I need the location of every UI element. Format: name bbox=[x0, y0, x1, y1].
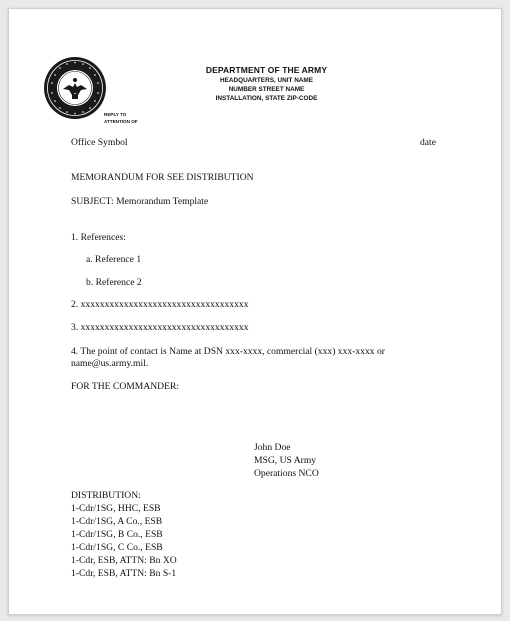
distribution-item: 1-Cdr/1SG, B Co., ESB bbox=[71, 529, 163, 540]
paragraph-4-line-2: name@us.army.mil. bbox=[71, 358, 149, 369]
subject-line: SUBJECT: Memorandum Template bbox=[71, 196, 209, 207]
letterhead-line-3: INSTALLATION, STATE ZIP-CODE bbox=[215, 95, 318, 102]
reference-item: b. Reference 2 bbox=[86, 277, 142, 288]
document-page bbox=[8, 8, 502, 615]
signature-rank: MSG, US Army bbox=[254, 455, 317, 466]
memo-date: date bbox=[420, 137, 436, 148]
signature-name: John Doe bbox=[254, 442, 291, 453]
paragraph-3: 3. xxxxxxxxxxxxxxxxxxxxxxxxxxxxxxxxxxx bbox=[71, 322, 249, 333]
reference-item: a. Reference 1 bbox=[86, 254, 142, 265]
distribution-item: 1-Cdr/1SG, C Co., ESB bbox=[71, 542, 163, 553]
distribution-item: 1-Cdr, ESB, ATTN: Bn XO bbox=[71, 555, 177, 566]
signature-title: Operations NCO bbox=[254, 468, 319, 479]
letterhead-line-2: NUMBER STREET NAME bbox=[228, 86, 305, 93]
references-heading: 1. References: bbox=[71, 232, 126, 243]
reply-to-block bbox=[104, 112, 138, 125]
paragraph-4-line-1: 4. The point of contact is Name at DSN xxx-xxxx, commercial (xxx) xxx-xxxx or bbox=[71, 346, 385, 357]
distribution-item: 1-Cdr/1SG, A Co., ESB bbox=[71, 516, 163, 527]
distribution-heading: DISTRIBUTION: bbox=[71, 490, 141, 501]
distribution-item: 1-Cdr/1SG, HHC, ESB bbox=[71, 503, 161, 514]
letterhead bbox=[184, 65, 349, 103]
for-the-commander: FOR THE COMMANDER: bbox=[71, 381, 180, 392]
army-seal-icon bbox=[43, 56, 107, 120]
office-symbol: Office Symbol bbox=[71, 137, 128, 148]
letterhead-line-1: HEADQUARTERS, UNIT NAME bbox=[219, 77, 314, 84]
reply-to-label: REPLY TO bbox=[104, 112, 127, 117]
distribution-item: 1-Cdr, ESB, ATTN: Bn S-1 bbox=[71, 568, 177, 579]
paragraph-2: 2. xxxxxxxxxxxxxxxxxxxxxxxxxxxxxxxxxxx bbox=[71, 299, 249, 310]
attention-of-label: ATTENTION OF bbox=[104, 118, 138, 124]
memorandum-for: MEMORANDUM FOR SEE DISTRIBUTION bbox=[71, 172, 254, 183]
letterhead-org: DEPARTMENT OF THE ARMY bbox=[205, 65, 328, 75]
